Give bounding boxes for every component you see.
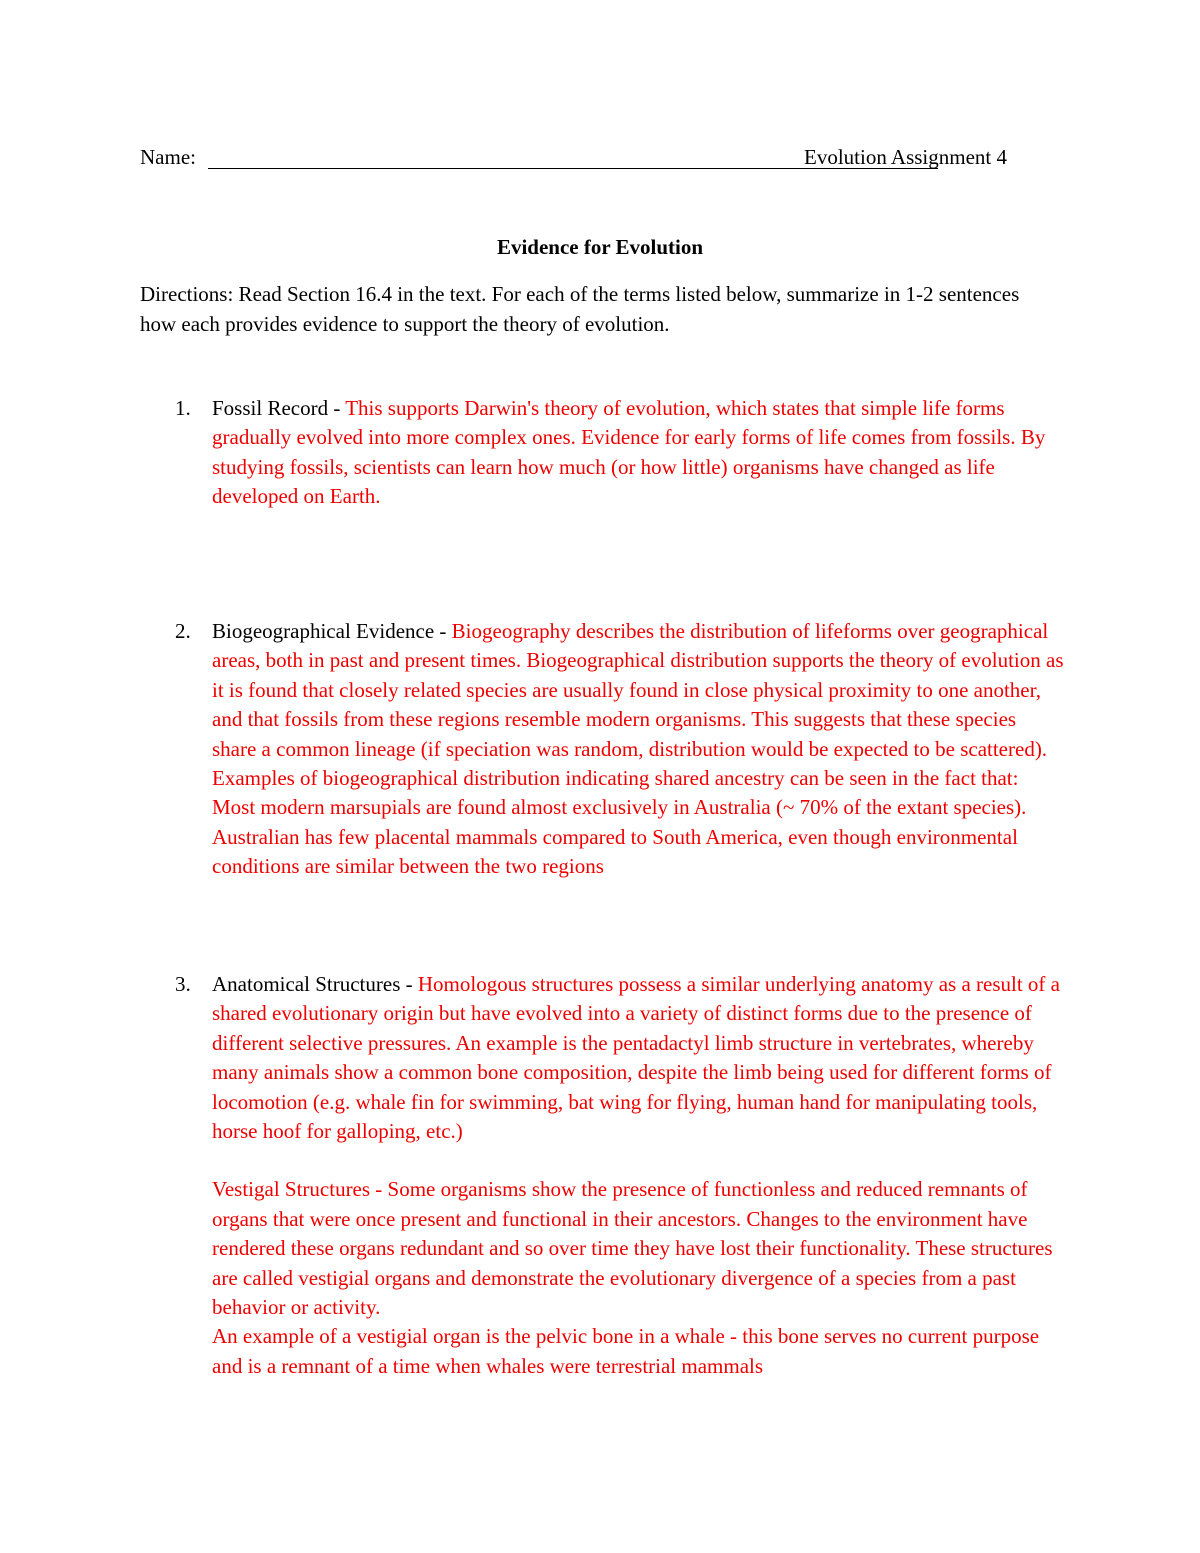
item-body xyxy=(212,394,1065,512)
item-answer: This supports Darwin's theory of evolution, which states that simple life forms gradually evolved into more complex ones. Evidence for early forms of life comes from fossils. By studying fossils, scientists can learn how much (or how little) organisms have changed as life developed on Earth. xyxy=(212,396,1046,509)
list-item-anatomical-structures xyxy=(175,970,1065,1381)
item-term: Fossil Record - xyxy=(212,396,341,420)
item-answer: Biogeography describes the distribution of lifeforms over geographical areas, both in past and present times. Biogeographical distribution supports the theory of evolution as it is found that closely related species are usually found in close physical proximity to one another, and that fossils from these regions resemble modern organisms. This suggests that these species share a common lineage (if speciation was random, distribution would be expected to be scattered). Examples of biogeographical distribution indicating shared ancestry can be seen in the fact that: Most modern marsupials are found almost exclusively in Australia (~ 70% of the extant species). Australian has few placental mammals compared to South America, even though environmental conditions are similar between the two regions xyxy=(212,619,1064,879)
item-body xyxy=(212,970,1065,1146)
list-item-biogeographical-evidence xyxy=(175,617,1065,882)
item-number: 3. xyxy=(175,972,191,996)
directions-paragraph: Directions: Read Section 16.4 in the text. For each of the terms listed below, summarize in 1-2 sentences how each provides evidence to support the theory of evolution. xyxy=(140,282,1020,336)
name-label: Name: xyxy=(140,145,196,169)
vestigial-example-paragraph: An example of a vestigial organ is the pelvic bone in a whale - this bone serves no current purpose and is a remnant of a time when whales were terrestrial mammals xyxy=(212,1324,1040,1378)
item-number: 2. xyxy=(175,619,191,643)
header-row xyxy=(140,143,1040,173)
assignment-label: Evolution Assignment 4 xyxy=(804,145,1008,169)
item-answer: Homologous structures possess a similar underlying anatomy as a result of a shared evolutionary origin but have evolved into a variety of distinct forms due to the presence of different selective pressures. An example is the pentadactyl limb structure in vertebrates, whereby many animals show a common bone composition, despite the limb being used for different forms of locomotion (e.g. whale fin for swimming, bat wing for flying, human hand for manipulating tools, horse hoof for galloping, etc.) xyxy=(212,972,1060,1144)
item-body xyxy=(212,617,1065,882)
vestigial-structures-paragraph: Vestigal Structures - Some organisms show the presence of functionless and reduced remnants of organs that were once present and functional in their ancestors. Changes to the environment have rendered these organs redundant and so over time they have lost their functionality. These structures are called vestigial organs and demonstrate the evolutionary divergence of a species from a past behavior or activity. xyxy=(212,1177,1053,1320)
item-term: Biogeographical Evidence - xyxy=(212,619,447,643)
list-item-fossil-record xyxy=(175,394,1065,512)
item-number: 1. xyxy=(175,396,191,420)
item-term: Anatomical Structures - xyxy=(212,972,413,996)
document-title: Evidence for Evolution xyxy=(496,235,704,259)
